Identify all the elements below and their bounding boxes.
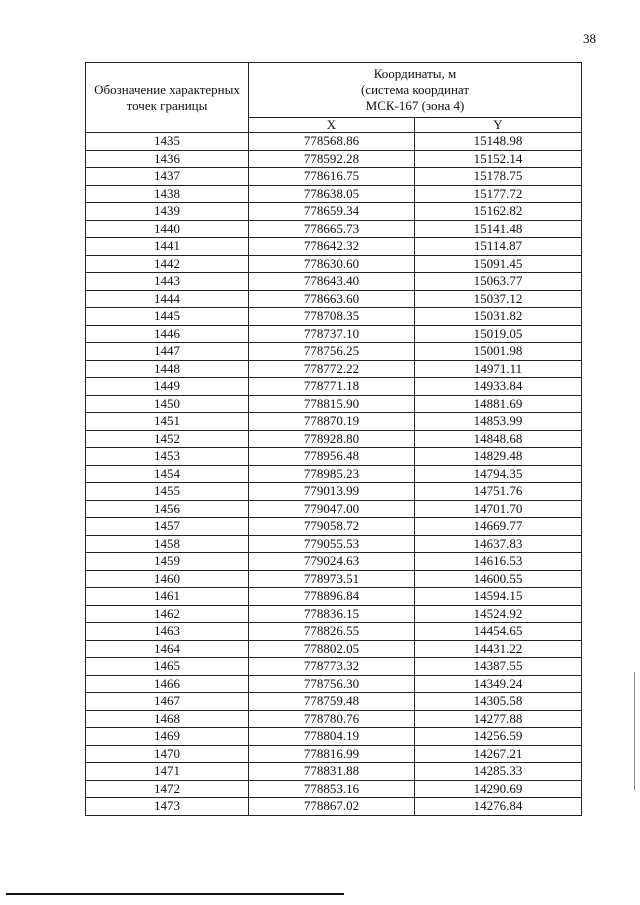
- table-header: [86, 63, 582, 133]
- x-coordinate-cell: 778802.05: [249, 640, 415, 658]
- y-coordinate-cell: 15019.05: [415, 325, 582, 343]
- table-row: [86, 150, 582, 168]
- x-coordinate-cell: 778853.16: [249, 780, 415, 798]
- point-cell: 1465: [86, 658, 249, 676]
- footer-rule: [6, 893, 344, 895]
- point-cell: 1453: [86, 448, 249, 466]
- x-coordinate-cell: 778826.55: [249, 623, 415, 641]
- table-row: [86, 238, 582, 256]
- table-row: [86, 220, 582, 238]
- y-coordinate-cell: 15152.14: [415, 150, 582, 168]
- x-coordinate-cell: 778928.80: [249, 430, 415, 448]
- x-coordinate-cell: 778985.23: [249, 465, 415, 483]
- x-coordinate-cell: 778773.32: [249, 658, 415, 676]
- y-coordinate-cell: 15001.98: [415, 343, 582, 361]
- x-coordinate-cell: 778643.40: [249, 273, 415, 291]
- y-coordinate-cell: 14387.55: [415, 658, 582, 676]
- y-coordinate-cell: 14848.68: [415, 430, 582, 448]
- y-coordinate-cell: 14524.92: [415, 605, 582, 623]
- x-coordinate-cell: 778772.22: [249, 360, 415, 378]
- y-coordinate-cell: 15177.72: [415, 185, 582, 203]
- point-cell: 1437: [86, 168, 249, 186]
- table-row: [86, 325, 582, 343]
- y-coordinate-cell: 15141.48: [415, 220, 582, 238]
- y-coordinate-cell: 14290.69: [415, 780, 582, 798]
- point-cell: 1445: [86, 308, 249, 326]
- y-coordinate-cell: 14305.58: [415, 693, 582, 711]
- x-coordinate-cell: 778659.34: [249, 203, 415, 221]
- table-row: [86, 308, 582, 326]
- point-cell: 1442: [86, 255, 249, 273]
- page-number: 38: [583, 31, 596, 46]
- table-row: [86, 448, 582, 466]
- y-coordinate-cell: 14454.65: [415, 623, 582, 641]
- table-row: [86, 133, 582, 151]
- x-coordinate-cell: 778815.90: [249, 395, 415, 413]
- table-row: [86, 780, 582, 798]
- y-coordinate-cell: 15091.45: [415, 255, 582, 273]
- y-coordinate-cell: 15114.87: [415, 238, 582, 256]
- y-coordinate-cell: 15031.82: [415, 308, 582, 326]
- table-row: [86, 203, 582, 221]
- x-coordinate-cell: 778737.10: [249, 325, 415, 343]
- x-coordinate-cell: 778780.76: [249, 710, 415, 728]
- table-row: [86, 500, 582, 518]
- point-cell: 1471: [86, 763, 249, 781]
- table-row: [86, 430, 582, 448]
- table-row: [86, 185, 582, 203]
- x-coordinate-cell: 778638.05: [249, 185, 415, 203]
- table-row: [86, 413, 582, 431]
- table-row: [86, 360, 582, 378]
- point-cell: 1472: [86, 780, 249, 798]
- table-row: [86, 623, 582, 641]
- y-coordinate-cell: 14933.84: [415, 378, 582, 396]
- table-row: [86, 395, 582, 413]
- table-row: [86, 798, 582, 816]
- x-coordinate-cell: 778816.99: [249, 745, 415, 763]
- point-designation-header: Обозначение характерных точек границы: [86, 63, 249, 133]
- x-coordinate-cell: 778642.32: [249, 238, 415, 256]
- table-row: [86, 745, 582, 763]
- point-cell: 1466: [86, 675, 249, 693]
- y-coordinate-cell: 14971.11: [415, 360, 582, 378]
- table-row: [86, 553, 582, 571]
- y-coordinate-cell: 14881.69: [415, 395, 582, 413]
- y-coordinate-cell: 14637.83: [415, 535, 582, 553]
- point-cell: 1459: [86, 553, 249, 571]
- table-row: [86, 343, 582, 361]
- x-coordinate-cell: 778592.28: [249, 150, 415, 168]
- x-coordinate-cell: 778831.88: [249, 763, 415, 781]
- point-cell: 1439: [86, 203, 249, 221]
- point-cell: 1468: [86, 710, 249, 728]
- x-coordinate-cell: 778663.60: [249, 290, 415, 308]
- x-coordinate-cell: 778665.73: [249, 220, 415, 238]
- point-cell: 1460: [86, 570, 249, 588]
- point-cell: 1462: [86, 605, 249, 623]
- x-coordinate-cell: 778568.86: [249, 133, 415, 151]
- x-coordinate-cell: 778896.84: [249, 588, 415, 606]
- y-coordinate-cell: 15063.77: [415, 273, 582, 291]
- table-row: [86, 763, 582, 781]
- point-cell: 1464: [86, 640, 249, 658]
- table-row: [86, 290, 582, 308]
- x-coordinate-cell: 778630.60: [249, 255, 415, 273]
- coordinates-table: [85, 62, 582, 816]
- point-cell: 1441: [86, 238, 249, 256]
- y-coordinate-cell: 14701.70: [415, 500, 582, 518]
- point-cell: 1456: [86, 500, 249, 518]
- table-row: [86, 273, 582, 291]
- y-coordinate-cell: 14285.33: [415, 763, 582, 781]
- x-coordinate-cell: 778956.48: [249, 448, 415, 466]
- table-row: [86, 168, 582, 186]
- y-coordinate-cell: 14267.21: [415, 745, 582, 763]
- y-coordinate-cell: 15162.82: [415, 203, 582, 221]
- table-body: [86, 133, 582, 816]
- scan-edge-mark: [634, 672, 635, 790]
- x-coordinate-cell: 779024.63: [249, 553, 415, 571]
- y-coordinate-cell: 15178.75: [415, 168, 582, 186]
- table-row: [86, 640, 582, 658]
- point-cell: 1451: [86, 413, 249, 431]
- point-cell: 1446: [86, 325, 249, 343]
- point-cell: 1469: [86, 728, 249, 746]
- x-coordinate-cell: 778836.15: [249, 605, 415, 623]
- y-coordinate-cell: 15037.12: [415, 290, 582, 308]
- y-coordinate-cell: 14600.55: [415, 570, 582, 588]
- table-row: [86, 570, 582, 588]
- x-coordinate-cell: 778616.75: [249, 168, 415, 186]
- table-row: [86, 728, 582, 746]
- point-cell: 1455: [86, 483, 249, 501]
- x-coordinate-cell: 778771.18: [249, 378, 415, 396]
- coordinates-header-line-2: (система координат: [360, 82, 470, 97]
- x-coordinate-cell: 778867.02: [249, 798, 415, 816]
- point-cell: 1438: [86, 185, 249, 203]
- coordinates-header: [249, 63, 582, 118]
- table-row: [86, 658, 582, 676]
- point-cell: 1463: [86, 623, 249, 641]
- y-coordinate-cell: 14594.15: [415, 588, 582, 606]
- x-coordinate-cell: 778756.25: [249, 343, 415, 361]
- table-row: [86, 483, 582, 501]
- point-cell: 1444: [86, 290, 249, 308]
- table-row: [86, 605, 582, 623]
- y-coordinate-cell: 14829.48: [415, 448, 582, 466]
- y-coordinate-cell: 14256.59: [415, 728, 582, 746]
- y-coordinate-cell: 14276.84: [415, 798, 582, 816]
- x-coordinate-cell: 778708.35: [249, 308, 415, 326]
- point-cell: 1448: [86, 360, 249, 378]
- table-row: [86, 710, 582, 728]
- table-row: [86, 535, 582, 553]
- x-coordinate-cell: 779013.99: [249, 483, 415, 501]
- y-coordinate-cell: 14751.76: [415, 483, 582, 501]
- table-row: [86, 588, 582, 606]
- y-coordinate-cell: 14616.53: [415, 553, 582, 571]
- x-coordinate-cell: 778756.30: [249, 675, 415, 693]
- point-cell: 1467: [86, 693, 249, 711]
- point-cell: 1473: [86, 798, 249, 816]
- point-cell: 1435: [86, 133, 249, 151]
- point-cell: 1470: [86, 745, 249, 763]
- x-column-header: X: [249, 118, 415, 133]
- x-coordinate-cell: 778759.48: [249, 693, 415, 711]
- y-coordinate-cell: 15148.98: [415, 133, 582, 151]
- y-coordinate-cell: 14431.22: [415, 640, 582, 658]
- x-coordinate-cell: 778870.19: [249, 413, 415, 431]
- table-row: [86, 255, 582, 273]
- point-cell: 1436: [86, 150, 249, 168]
- point-cell: 1452: [86, 430, 249, 448]
- y-coordinate-cell: 14349.24: [415, 675, 582, 693]
- y-coordinate-cell: 14277.88: [415, 710, 582, 728]
- point-cell: 1454: [86, 465, 249, 483]
- point-cell: 1457: [86, 518, 249, 536]
- table-row: [86, 378, 582, 396]
- point-cell: 1449: [86, 378, 249, 396]
- y-column-header: Y: [415, 118, 582, 133]
- point-cell: 1458: [86, 535, 249, 553]
- point-cell: 1450: [86, 395, 249, 413]
- x-coordinate-cell: 779047.00: [249, 500, 415, 518]
- coordinates-header-line-3: МСК-167 (зона 4): [365, 98, 465, 113]
- coordinates-header-line-1: Координаты, м: [373, 66, 457, 81]
- x-coordinate-cell: 778973.51: [249, 570, 415, 588]
- y-coordinate-cell: 14794.35: [415, 465, 582, 483]
- point-cell: 1443: [86, 273, 249, 291]
- table-row: [86, 693, 582, 711]
- y-coordinate-cell: 14853.99: [415, 413, 582, 431]
- point-cell: 1461: [86, 588, 249, 606]
- table-row: [86, 518, 582, 536]
- point-cell: 1440: [86, 220, 249, 238]
- x-coordinate-cell: 779058.72: [249, 518, 415, 536]
- y-coordinate-cell: 14669.77: [415, 518, 582, 536]
- x-coordinate-cell: 778804.19: [249, 728, 415, 746]
- point-cell: 1447: [86, 343, 249, 361]
- x-coordinate-cell: 779055.53: [249, 535, 415, 553]
- table-row: [86, 675, 582, 693]
- table-row: [86, 465, 582, 483]
